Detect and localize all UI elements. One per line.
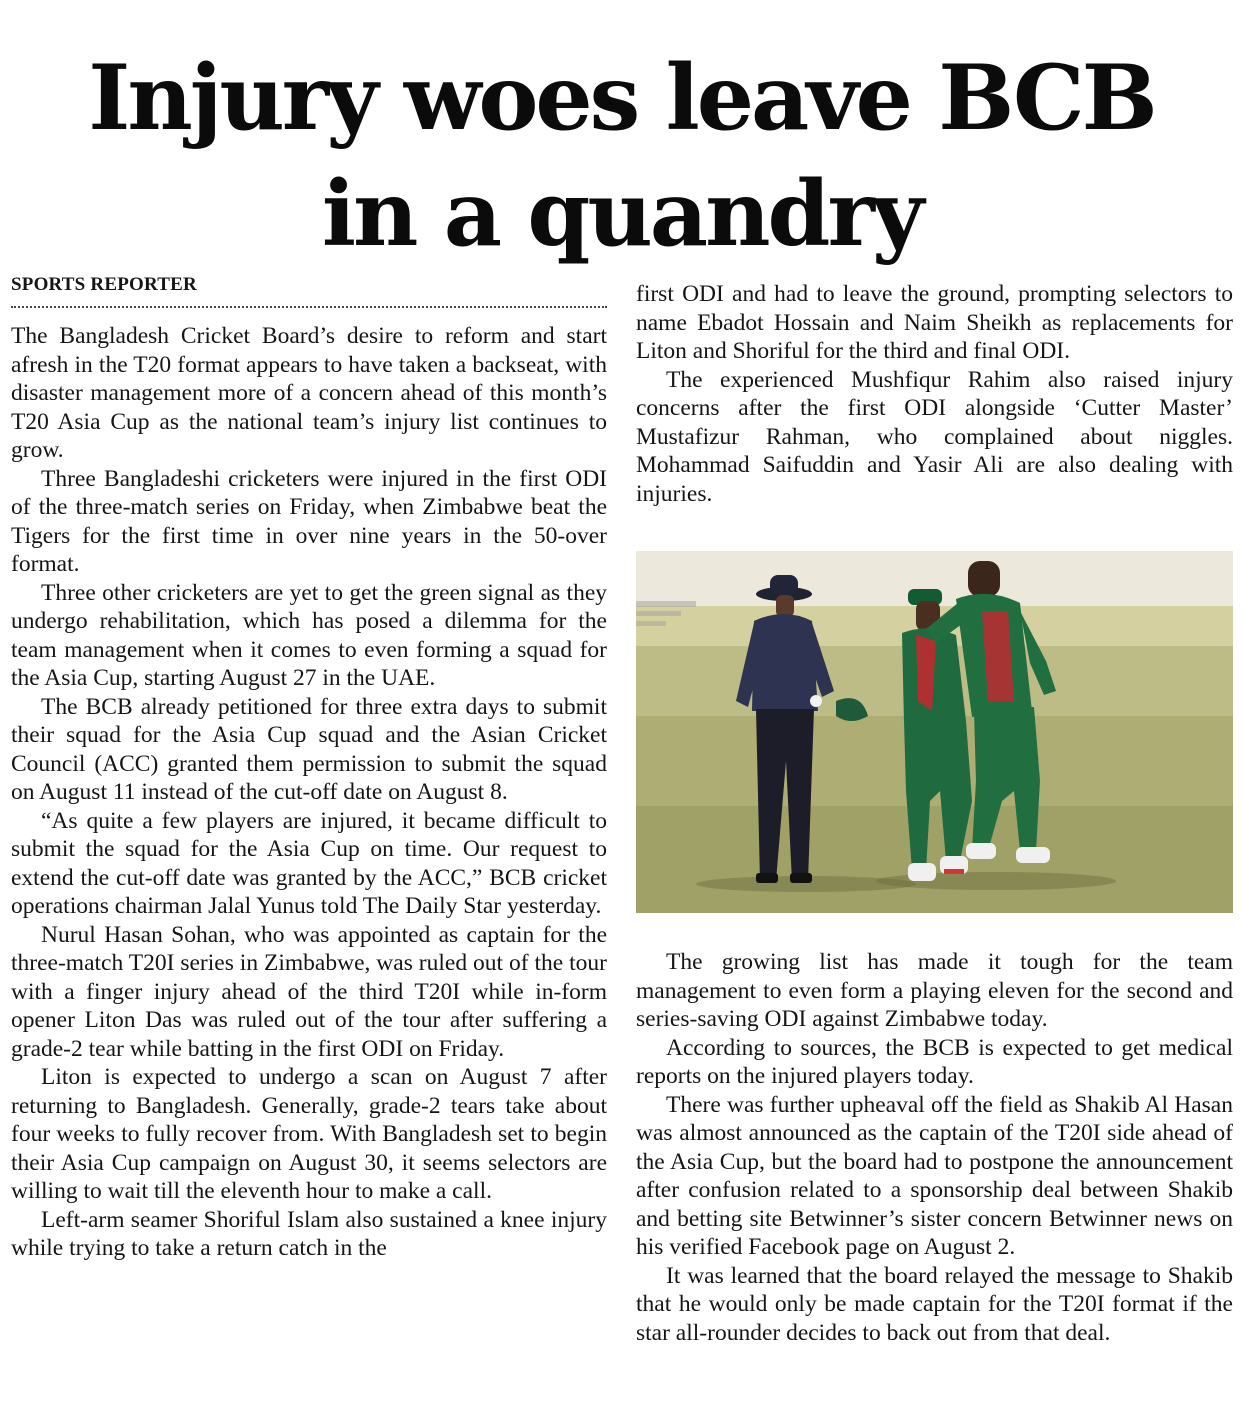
paragraph: The growing list has made it tough for the team management to even form a playing eleven for the second and series-saving ODI against Zimbabwe today. xyxy=(636,949,1233,1032)
right-column-bottom xyxy=(636,948,1233,1347)
headline xyxy=(20,40,1223,272)
paragraph: The BCB already petitioned for three extra days to submit their squad for the Asia Cup squad and the Asian Cricket Council (ACC) granted them permission to submit the squad on August 11 instead of the cut-off date on August 8. xyxy=(11,693,607,805)
paragraph: The experienced Mushfiqur Rahim also raised injury concerns after the first ODI alongside ‘Cutter Master’ Mustafizur Rahman, who complained about niggles. Mohammad Saifuddin and Yasir Ali are also dealing with injuries. xyxy=(636,366,1233,507)
left-column xyxy=(11,270,607,1263)
paragraph: There was further upheaval off the field as Shakib Al Hasan was almost announced as the captain of the T20I side ahead of the Asia Cup, but the board had to postpone the announcement after confusion related to a sponsorship deal between Shakib and betting site Betwinner’s sister concern Betwinner news on his verified Facebook page on August 2. xyxy=(636,1091,1233,1260)
paragraph: The Bangladesh Cricket Board’s desire to reform and start afresh in the T20 format appears to have taken a backseat, with disaster management more of a concern ahead of this month’s T20 Asia Cup as the national team’s injury list continues to grow. xyxy=(11,323,607,463)
paragraph: Nurul Hasan Sohan, who was appointed as captain for the three-match T20I series in Zimbabwe, was ruled out of the tour with a finger injury ahead of the third T20I while in-form opener Liton Das was ruled out of the tour after suffering a grade-2 tear while batting in the first ODI on Friday. xyxy=(11,921,607,1062)
paragraph: Left-arm seamer Shoriful Islam also sustained a knee injury while trying to take a return catch in the xyxy=(11,1206,607,1261)
paragraph: It was learned that the board relayed the message to Shakib that he would only be made captain for the T20I format if the star all-rounder decides to back out from that deal. xyxy=(636,1262,1233,1346)
right-column-top xyxy=(636,280,1233,508)
news-photo xyxy=(636,551,1233,913)
byline: SPORTS REPORTER xyxy=(11,270,607,308)
headline-line-1: Injury woes leave BCB xyxy=(88,45,1155,151)
paragraph: first ODI and had to leave the ground, prompting selectors to name Ebadot Hossain and Naim Sheikh as replacements for Liton and Shoriful for the third and final ODI. xyxy=(636,281,1233,364)
paragraph: According to sources, the BCB is expected to get medical reports on the injured players today. xyxy=(636,1034,1233,1089)
paragraph: “As quite a few players are injured, it became difficult to submit the squad for the Asia Cup on time. Our request to extend the cut-off date was granted by the ACC,” BCB cricket operations chairman Jalal Yunus told The Daily Star yesterday. xyxy=(11,807,607,919)
headline-line-2: in a quandry xyxy=(321,161,922,267)
cricket-field-photo-illustration xyxy=(636,551,1233,913)
paragraph: Three other cricketers are yet to get the green signal as they undergo rehabilitation, which has posed a dilemma for the team management when it comes to even forming a squad for the Asia Cup, starting August 27 in the UAE. xyxy=(11,579,607,691)
paragraph: Three Bangladeshi cricketers were injured in the first ODI of the three-match series on Friday, when Zimbabwe beat the Tigers for the first time in over nine years in the 50-over format. xyxy=(11,465,607,577)
paragraph: Liton is expected to undergo a scan on August 7 after returning to Bangladesh. Generally, grade-2 tears take about four weeks to fully recover from. With Bangladesh set to begin their Asia Cup campaign on August 30, it seems selectors are willing to wait till the eleventh hour to make a call. xyxy=(11,1064,607,1204)
